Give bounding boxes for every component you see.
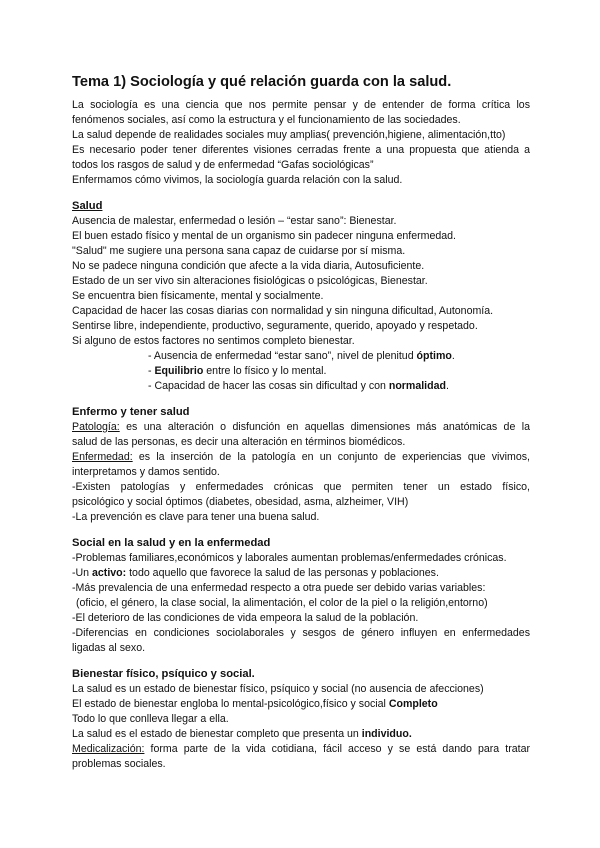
bienestar-line: Todo lo que conlleva llegar a ella. (72, 713, 229, 725)
salud-section (72, 199, 530, 394)
section-heading-social: Social en la salud y en la enfermedad (72, 537, 271, 549)
enfermo-section (72, 405, 530, 525)
bienestar-line: La salud es el estado de bienestar completo que presenta un individuo. (72, 728, 412, 740)
document-title: Tema 1) Sociología y qué relación guarda con la salud. (72, 74, 452, 90)
salud-line: Sentirse libre, independiente, productivo, seguramente, querido, apoyado y respetado. (72, 320, 478, 332)
activo-line: -Un activo: todo aquello que favorece la salud de las personas y poblaciones. (72, 567, 439, 579)
medicalizacion-line: Medicalización: forma parte de la vida cotidiana, fácil acceso y se está dando para tratar (72, 743, 530, 755)
salud-line: Si alguno de estos factores no sentimos completo bienestar. (72, 335, 355, 347)
salud-line: "Salud" me sugiere una persona sana capaz de cuidarse por sí misma. (72, 245, 406, 257)
intro-line: Enfermamos cómo vivimos, la sociología guarda relación con la salud. (72, 174, 403, 186)
social-line: ligadas al sexo. (72, 642, 146, 654)
intro-line: La salud depende de realidades sociales muy amplias( prevención,higiene, alimentación,tto) (72, 129, 506, 141)
bienestar-section (72, 667, 530, 772)
salud-line: Estado de un ser vivo sin alteraciones fisiológicas o psicológicas, Bienestar. (72, 275, 428, 287)
enfermedad-line: Enfermedad: es la inserción de la patología en un conjunto de experiencias que vivimos, (72, 451, 530, 463)
intro-line: La sociología es una ciencia que nos permite pensar y de entender de forma crítica los (72, 99, 530, 111)
social-line: -El deterioro de las condiciones de vida empeora la salud de la población. (72, 612, 419, 624)
cronicas-line-2: psicológico y social óptimos (diabetes, obesidad, asma, alzheimer, VIH) (72, 496, 409, 508)
cronicas-line: -Existen patologías y enfermedades crónicas que permiten tener un estado físico, (72, 481, 530, 493)
social-line: -Problemas familiares,económicos y laborales aumentan problemas/enfermedades crónicas. (72, 552, 507, 564)
social-line: -Diferencias en condiciones sociolaborales y sesgos de género influyen en enfermedades (72, 627, 530, 639)
social-section (72, 536, 530, 656)
intro-line: todos los rasgos de salud y de enfermedad “Gafas sociológicas” (72, 159, 374, 171)
salud-line: No se padece ninguna condición que afecte a la vida diaria, Autosuficiente. (72, 260, 425, 272)
social-line: (oficio, el género, la clase social, la alimentación, el color de la piel o la religión,entorno) (76, 597, 488, 609)
section-heading-salud: Salud (72, 200, 103, 212)
patologia-line-2: salud de las personas, es decir una alteración en términos biomédicos. (72, 436, 406, 448)
social-line: -Más prevalencia de una enfermedad respecto a otra puede ser debido varias variables: (72, 582, 486, 594)
bienestar-line: El estado de bienestar engloba lo mental-psicológico,físico y social Completo (72, 698, 438, 710)
salud-bullet: - Capacidad de hacer las cosas sin dificultad y con normalidad. (148, 380, 449, 392)
patologia-line: Patología: es una alteración o disfunción en aquellas dimensiones más anatómicas de la (72, 421, 530, 433)
prevencion-line: -La prevención es clave para tener una buena salud. (72, 511, 320, 523)
salud-line: Capacidad de hacer las cosas diarias con normalidad y sin ninguna dificultad, Autonomía. (72, 305, 494, 317)
salud-bullet: - Equilibrio entre lo físico y lo mental. (148, 365, 327, 377)
medicalizacion-line-2: problemas sociales. (72, 758, 166, 770)
section-heading-enfermo: Enfermo y tener salud (72, 406, 190, 418)
intro-line: Es necesario poder tener diferentes visiones cerradas frente a una propuesta que atienda a (72, 144, 530, 156)
enfermedad-line-2: interpretamos y damos sentido. (72, 466, 220, 478)
salud-line: El buen estado físico y mental de un organismo sin padecer ninguna enfermedad. (72, 230, 456, 242)
salud-line: Se encuentra bien físicamente, mental y socialmente. (72, 290, 324, 302)
bienestar-line: La salud es un estado de bienestar físico, psíquico y social (no ausencia de afecciones) (72, 683, 484, 695)
intro-section (72, 98, 530, 188)
salud-bullet: - Ausencia de enfermedad “estar sano”, nivel de plenitud óptimo. (148, 350, 455, 362)
section-heading-bienestar: Bienestar físico, psíquico y social. (72, 668, 255, 680)
intro-line: fenómenos sociales, así como la estructura y el funcionamiento de las sociedades. (72, 114, 461, 126)
salud-line: Ausencia de malestar, enfermedad o lesión – “estar sano”: Bienestar. (72, 215, 397, 227)
